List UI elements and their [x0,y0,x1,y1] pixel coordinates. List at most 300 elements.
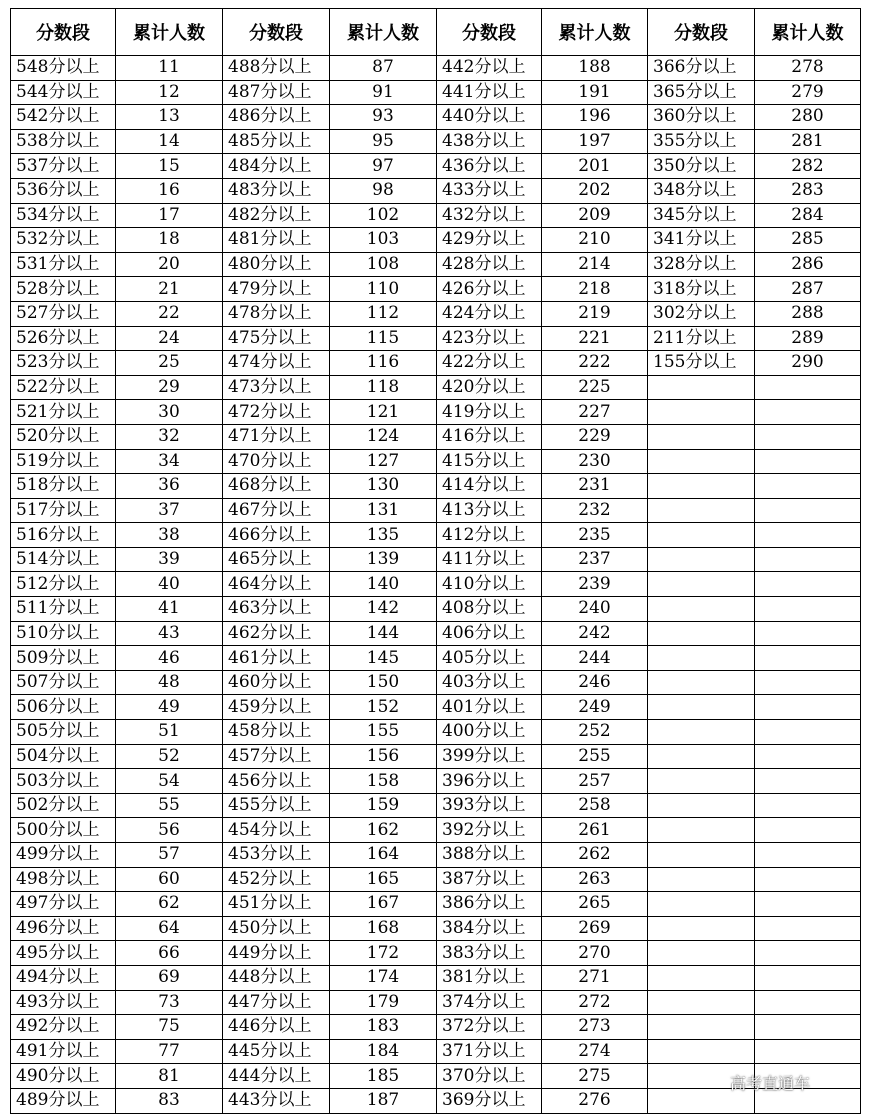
score-range-cell: 387分以上 [437,867,542,892]
table-row [11,252,861,277]
cumulative-count-cell: 227 [542,400,648,425]
cumulative-count-cell: 225 [542,375,648,400]
score-range-cell: 517分以上 [11,498,116,523]
cumulative-count-cell: 22 [116,301,223,326]
cumulative-count-cell: 288 [755,301,861,326]
score-range-cell [648,547,755,572]
score-range-cell: 415分以上 [437,449,542,474]
cumulative-count-cell: 110 [330,277,437,302]
score-range-cell: 512分以上 [11,572,116,597]
table-row [11,744,861,769]
cumulative-count-cell: 87 [330,56,437,81]
score-range-cell: 518分以上 [11,474,116,499]
score-range-cell [648,498,755,523]
score-range-cell: 355分以上 [648,129,755,154]
score-range-cell: 507分以上 [11,670,116,695]
table-row [11,498,861,523]
cumulative-count-cell: 18 [116,228,223,253]
score-range-cell: 474分以上 [223,351,330,376]
score-range-cell: 548分以上 [11,56,116,81]
cumulative-count-cell: 270 [542,941,648,966]
score-range-cell: 369分以上 [437,1088,542,1113]
cumulative-count-cell [755,449,861,474]
cumulative-count-cell [755,916,861,941]
score-range-cell: 370分以上 [437,1064,542,1089]
score-range-cell [648,941,755,966]
score-range-cell: 472分以上 [223,400,330,425]
cumulative-count-cell: 222 [542,351,648,376]
table-row [11,695,861,720]
table-row [11,720,861,745]
score-range-cell: 424分以上 [437,301,542,326]
score-range-cell: 531分以上 [11,252,116,277]
score-range-cell: 388分以上 [437,843,542,868]
cumulative-count-cell [755,793,861,818]
score-range-cell: 520分以上 [11,424,116,449]
score-range-cell: 495分以上 [11,941,116,966]
cumulative-count-cell: 41 [116,597,223,622]
score-range-cell: 463分以上 [223,597,330,622]
cumulative-count-cell: 202 [542,178,648,203]
score-range-cell: 516分以上 [11,523,116,548]
score-range-cell: 372分以上 [437,1015,542,1040]
table-row [11,80,861,105]
table-row [11,818,861,843]
cumulative-count-cell: 17 [116,203,223,228]
cumulative-count-cell: 69 [116,965,223,990]
cumulative-count-cell: 55 [116,793,223,818]
score-range-cell: 446分以上 [223,1015,330,1040]
cumulative-count-cell: 257 [542,769,648,794]
cumulative-count-cell [755,547,861,572]
table-row [11,1039,861,1064]
score-range-cell: 467分以上 [223,498,330,523]
watermark-text: 高考直通车 [730,1074,811,1093]
score-range-cell: 544分以上 [11,80,116,105]
cumulative-count-cell [755,892,861,917]
cumulative-count-cell: 156 [330,744,437,769]
cumulative-count-cell [755,720,861,745]
table-row [11,843,861,868]
score-range-cell: 468分以上 [223,474,330,499]
cumulative-count-cell: 210 [542,228,648,253]
score-range-cell: 481分以上 [223,228,330,253]
cumulative-count-cell: 24 [116,326,223,351]
score-range-cell [648,990,755,1015]
table-row [11,646,861,671]
cumulative-count-cell: 16 [116,178,223,203]
cumulative-count-cell: 218 [542,277,648,302]
cumulative-count-cell: 209 [542,203,648,228]
cumulative-count-cell: 261 [542,818,648,843]
table-row [11,941,861,966]
table-row [11,990,861,1015]
cumulative-count-cell: 124 [330,424,437,449]
score-range-cell: 532分以上 [11,228,116,253]
score-range-cell: 429分以上 [437,228,542,253]
cumulative-count-cell: 21 [116,277,223,302]
cumulative-count-cell: 43 [116,621,223,646]
table-row [11,769,861,794]
cumulative-count-cell: 91 [330,80,437,105]
score-range-cell: 348分以上 [648,178,755,203]
cumulative-count-cell [755,818,861,843]
score-range-cell: 526分以上 [11,326,116,351]
header-row [11,9,861,56]
cumulative-count-cell [755,646,861,671]
score-range-cell: 442分以上 [437,56,542,81]
cumulative-count-cell: 174 [330,965,437,990]
score-range-cell [648,424,755,449]
score-range-cell: 399分以上 [437,744,542,769]
score-range-cell: 211分以上 [648,326,755,351]
cumulative-count-cell: 56 [116,818,223,843]
score-range-cell: 454分以上 [223,818,330,843]
score-range-cell: 420分以上 [437,375,542,400]
score-range-cell [648,769,755,794]
cumulative-count-cell: 144 [330,621,437,646]
table-row [11,597,861,622]
score-range-cell: 350分以上 [648,154,755,179]
score-range-cell: 489分以上 [11,1088,116,1113]
score-range-cell: 505分以上 [11,720,116,745]
score-range-cell: 523分以上 [11,351,116,376]
score-range-cell: 475分以上 [223,326,330,351]
score-range-cell: 461分以上 [223,646,330,671]
score-range-cell: 345分以上 [648,203,755,228]
score-range-cell: 534分以上 [11,203,116,228]
cumulative-count-cell: 286 [755,252,861,277]
cumulative-count-cell: 237 [542,547,648,572]
score-range-cell: 416分以上 [437,424,542,449]
cumulative-count-cell: 239 [542,572,648,597]
score-range-cell: 470分以上 [223,449,330,474]
cumulative-count-cell [755,400,861,425]
score-range-cell: 422分以上 [437,351,542,376]
cumulative-count-cell: 20 [116,252,223,277]
cumulative-count-cell: 262 [542,843,648,868]
score-range-cell: 155分以上 [648,351,755,376]
cumulative-count-cell: 135 [330,523,437,548]
cumulative-count-cell: 285 [755,228,861,253]
cumulative-count-cell: 255 [542,744,648,769]
score-range-cell: 453分以上 [223,843,330,868]
score-range-cell: 506分以上 [11,695,116,720]
table-row [11,916,861,941]
score-range-cell: 482分以上 [223,203,330,228]
cumulative-count-cell: 269 [542,916,648,941]
score-range-cell: 408分以上 [437,597,542,622]
cumulative-count-cell: 290 [755,351,861,376]
score-range-cell: 441分以上 [437,80,542,105]
score-range-cell: 497分以上 [11,892,116,917]
cumulative-count-cell: 75 [116,1015,223,1040]
score-range-cell: 500分以上 [11,818,116,843]
cumulative-count-cell: 57 [116,843,223,868]
score-range-cell: 426分以上 [437,277,542,302]
table-row [11,105,861,130]
score-range-cell [648,400,755,425]
cumulative-count-cell: 14 [116,129,223,154]
score-range-cell: 414分以上 [437,474,542,499]
table-row [11,375,861,400]
score-range-cell: 384分以上 [437,916,542,941]
cumulative-count-cell: 97 [330,154,437,179]
cumulative-count-cell: 32 [116,424,223,449]
score-range-cell: 490分以上 [11,1064,116,1089]
cumulative-count-cell: 51 [116,720,223,745]
table-row [11,351,861,376]
score-range-cell: 485分以上 [223,129,330,154]
score-range-cell: 381分以上 [437,965,542,990]
cumulative-count-cell: 30 [116,400,223,425]
cumulative-count-cell: 172 [330,941,437,966]
cumulative-count-cell: 287 [755,277,861,302]
score-range-cell: 459分以上 [223,695,330,720]
score-range-cell: 456分以上 [223,769,330,794]
score-range-cell: 528分以上 [11,277,116,302]
cumulative-count-cell: 276 [542,1088,648,1113]
table-row [11,129,861,154]
cumulative-count-cell: 118 [330,375,437,400]
cumulative-count-cell: 284 [755,203,861,228]
cumulative-count-cell: 93 [330,105,437,130]
score-range-cell: 499分以上 [11,843,116,868]
cumulative-count-cell [755,867,861,892]
cumulative-count-cell: 66 [116,941,223,966]
score-range-cell: 433分以上 [437,178,542,203]
cumulative-count-cell: 130 [330,474,437,499]
score-range-cell: 318分以上 [648,277,755,302]
score-range-cell: 504分以上 [11,744,116,769]
cumulative-count-cell: 49 [116,695,223,720]
score-range-cell: 440分以上 [437,105,542,130]
score-table [10,8,861,1114]
cumulative-count-cell [755,621,861,646]
cumulative-count-cell: 282 [755,154,861,179]
score-range-cell [648,965,755,990]
header-score-range: 分数段 [648,9,755,56]
score-range-cell: 457分以上 [223,744,330,769]
header-score-range: 分数段 [223,9,330,56]
cumulative-count-cell [755,572,861,597]
score-range-cell: 443分以上 [223,1088,330,1113]
cumulative-count-cell: 273 [542,1015,648,1040]
score-range-cell: 405分以上 [437,646,542,671]
cumulative-count-cell: 54 [116,769,223,794]
score-range-cell: 428分以上 [437,252,542,277]
table-row [11,277,861,302]
cumulative-count-cell: 244 [542,646,648,671]
score-range-cell: 455分以上 [223,793,330,818]
score-range-cell [648,646,755,671]
table-row [11,867,861,892]
score-range-cell: 386分以上 [437,892,542,917]
score-range-cell [648,793,755,818]
score-range-cell: 374分以上 [437,990,542,1015]
cumulative-count-cell: 278 [755,56,861,81]
cumulative-count-cell: 252 [542,720,648,745]
cumulative-count-cell: 62 [116,892,223,917]
cumulative-count-cell [755,843,861,868]
table-row [11,228,861,253]
score-range-cell: 494分以上 [11,965,116,990]
cumulative-count-cell: 242 [542,621,648,646]
cumulative-count-cell [755,941,861,966]
cumulative-count-cell: 232 [542,498,648,523]
cumulative-count-cell: 196 [542,105,648,130]
cumulative-count-cell [755,769,861,794]
cumulative-count-cell: 83 [116,1088,223,1113]
header-cumulative-count: 累计人数 [755,9,861,56]
score-range-cell: 536分以上 [11,178,116,203]
cumulative-count-cell: 280 [755,105,861,130]
header-cumulative-count: 累计人数 [330,9,437,56]
score-range-cell [648,1015,755,1040]
score-range-cell [648,621,755,646]
score-range-cell: 360分以上 [648,105,755,130]
cumulative-count-cell: 183 [330,1015,437,1040]
score-range-cell [648,670,755,695]
score-range-cell: 371分以上 [437,1039,542,1064]
cumulative-count-cell [755,965,861,990]
cumulative-count-cell: 179 [330,990,437,1015]
cumulative-count-cell [755,523,861,548]
score-range-cell: 432分以上 [437,203,542,228]
cumulative-count-cell: 52 [116,744,223,769]
cumulative-count-cell: 150 [330,670,437,695]
score-range-cell [648,818,755,843]
cumulative-count-cell: 73 [116,990,223,1015]
score-range-cell: 466分以上 [223,523,330,548]
header-score-range: 分数段 [437,9,542,56]
score-range-cell: 542分以上 [11,105,116,130]
score-range-cell: 483分以上 [223,178,330,203]
score-range-cell: 412分以上 [437,523,542,548]
cumulative-count-cell: 25 [116,351,223,376]
cumulative-count-cell: 167 [330,892,437,917]
score-range-cell: 413分以上 [437,498,542,523]
score-range-cell [648,695,755,720]
score-range-cell: 473分以上 [223,375,330,400]
cumulative-count-cell: 155 [330,720,437,745]
cumulative-count-cell: 249 [542,695,648,720]
header-score-range: 分数段 [11,9,116,56]
cumulative-count-cell: 231 [542,474,648,499]
cumulative-count-cell: 77 [116,1039,223,1064]
cumulative-count-cell: 279 [755,80,861,105]
cumulative-count-cell [755,1039,861,1064]
cumulative-count-cell: 246 [542,670,648,695]
score-range-cell [648,916,755,941]
score-range-cell: 444分以上 [223,1064,330,1089]
score-range-cell: 478分以上 [223,301,330,326]
cumulative-count-cell: 271 [542,965,648,990]
cumulative-count-cell: 121 [330,400,437,425]
cumulative-count-cell: 289 [755,326,861,351]
cumulative-count-cell: 40 [116,572,223,597]
score-range-cell: 521分以上 [11,400,116,425]
score-range-cell: 448分以上 [223,965,330,990]
score-range-cell: 410分以上 [437,572,542,597]
score-range-cell: 471分以上 [223,424,330,449]
cumulative-count-cell: 127 [330,449,437,474]
score-range-cell: 519分以上 [11,449,116,474]
cumulative-count-cell: 60 [116,867,223,892]
cumulative-count-cell: 48 [116,670,223,695]
table-row [11,400,861,425]
score-range-cell: 487分以上 [223,80,330,105]
cumulative-count-cell: 64 [116,916,223,941]
score-range-cell: 503分以上 [11,769,116,794]
table-row [11,178,861,203]
cumulative-count-cell: 102 [330,203,437,228]
score-range-cell: 486分以上 [223,105,330,130]
table-row [11,56,861,81]
table-row [11,965,861,990]
header-cumulative-count: 累计人数 [542,9,648,56]
cumulative-count-cell: 81 [116,1064,223,1089]
cumulative-count-cell: 185 [330,1064,437,1089]
table-row [11,523,861,548]
score-range-cell: 406分以上 [437,621,542,646]
cumulative-count-cell: 108 [330,252,437,277]
cumulative-count-cell: 103 [330,228,437,253]
cumulative-count-cell: 272 [542,990,648,1015]
score-range-cell: 438分以上 [437,129,542,154]
table-row [11,301,861,326]
cumulative-count-cell: 159 [330,793,437,818]
score-range-cell: 492分以上 [11,1015,116,1040]
cumulative-count-cell [755,670,861,695]
score-range-cell: 488分以上 [223,56,330,81]
cumulative-count-cell: 197 [542,129,648,154]
score-range-cell: 460分以上 [223,670,330,695]
score-range-cell: 393分以上 [437,793,542,818]
score-range-cell: 462分以上 [223,621,330,646]
cumulative-count-cell: 158 [330,769,437,794]
score-range-cell [648,843,755,868]
cumulative-count-cell: 145 [330,646,437,671]
cumulative-count-cell: 165 [330,867,437,892]
cumulative-count-cell: 168 [330,916,437,941]
score-range-cell: 445分以上 [223,1039,330,1064]
score-range-cell: 498分以上 [11,867,116,892]
cumulative-count-cell: 38 [116,523,223,548]
cumulative-count-cell: 13 [116,105,223,130]
cumulative-count-cell [755,498,861,523]
table-body [11,56,861,1114]
score-range-cell [648,523,755,548]
cumulative-count-cell: 184 [330,1039,437,1064]
score-range-cell: 447分以上 [223,990,330,1015]
score-range-cell: 510分以上 [11,621,116,646]
score-range-cell: 527分以上 [11,301,116,326]
cumulative-count-cell: 274 [542,1039,648,1064]
cumulative-count-cell: 152 [330,695,437,720]
cumulative-count-cell: 29 [116,375,223,400]
score-range-cell: 328分以上 [648,252,755,277]
cumulative-count-cell: 191 [542,80,648,105]
cumulative-count-cell: 36 [116,474,223,499]
score-range-cell: 484分以上 [223,154,330,179]
score-range-cell: 451分以上 [223,892,330,917]
cumulative-count-cell: 230 [542,449,648,474]
cumulative-count-cell: 188 [542,56,648,81]
cumulative-count-cell: 187 [330,1088,437,1113]
score-range-cell: 403分以上 [437,670,542,695]
cumulative-count-cell [755,597,861,622]
